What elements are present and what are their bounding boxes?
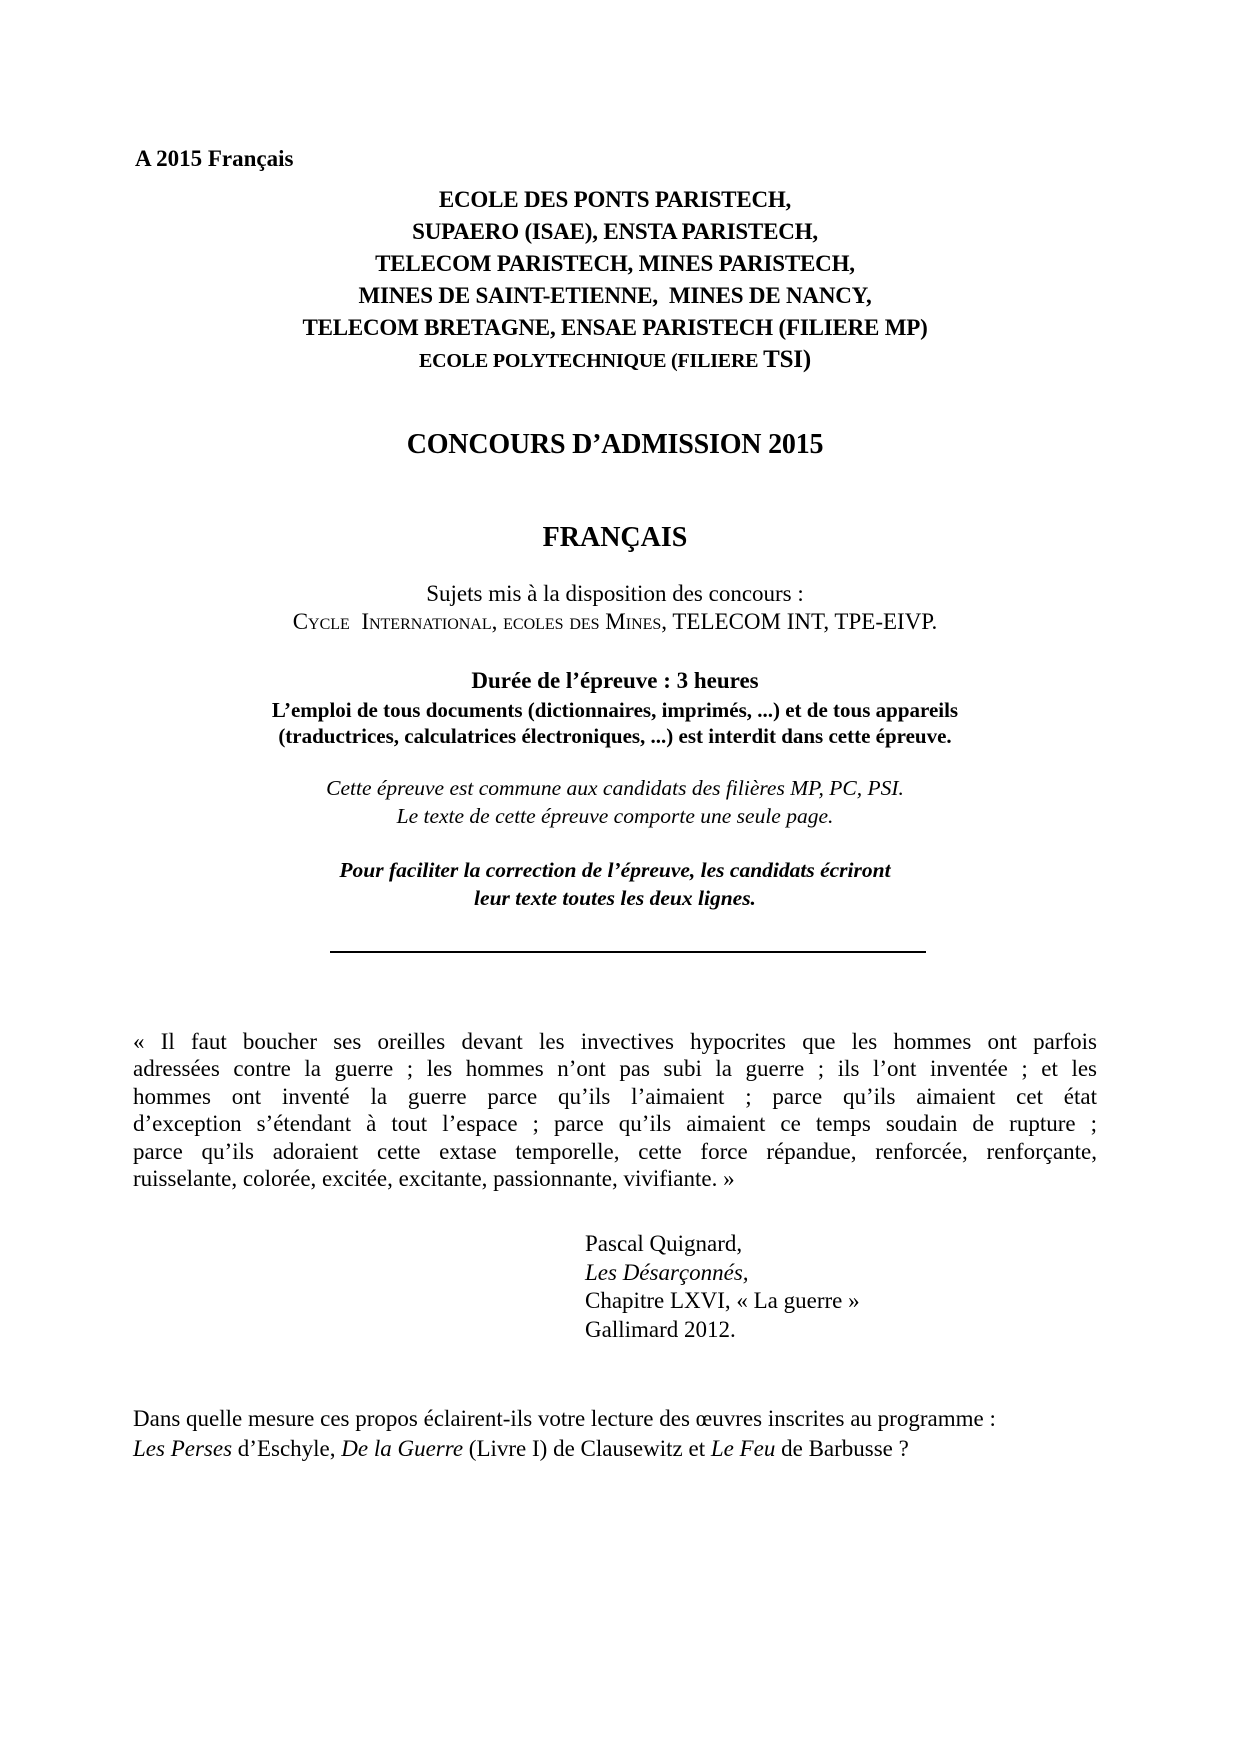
question-paragraph — [133, 1404, 1113, 1464]
school-line-6-tsi: TSI) — [763, 346, 811, 373]
attribution-publisher: Gallimard 2012. — [585, 1316, 736, 1342]
instruction-line-2: leur texte toutes les deux lignes. — [474, 886, 756, 910]
note-line-2: Le texte de cette épreuve comporte une seule page. — [396, 804, 834, 828]
notes-block — [133, 774, 1097, 830]
attribution-chapter: Chapitre LXVI, « La guerre » — [585, 1288, 860, 1314]
attribution-block — [585, 1230, 860, 1344]
question-seg-2: (Livre I) de Clausewitz et — [463, 1436, 711, 1461]
quote-line-1: « Il faut boucher ses oreilles devant les invectives hypocrites que les hommes ont parfois — [133, 1029, 1097, 1054]
attribution-author: Pascal Quignard, — [585, 1231, 743, 1256]
school-line-6 — [133, 344, 1097, 377]
school-line-6-text: ECOLE POLYTECHNIQUE (FILIERE — [419, 350, 764, 372]
exam-code: A 2015 Français — [135, 146, 294, 171]
work-title-le-feu: Le Feu — [710, 1436, 776, 1461]
schools-header — [133, 184, 1097, 377]
school-line-1: ECOLE DES PONTS PARISTECH, — [438, 187, 792, 212]
rules-line-2: (traductrices, calculatrices électroniques, ...) est interdit dans cette épreuve. — [278, 724, 952, 748]
instruction-line-1: Pour faciliter la correction de l’épreuve, les candidats écriront — [339, 858, 891, 882]
quote-line-6: ruisselante, colorée, excitée, excitante, passionnante, vivifiante. » — [133, 1166, 735, 1192]
instructions-block — [133, 856, 1097, 912]
work-title-les-perses: Les Perses — [133, 1436, 233, 1461]
quote-line-3: hommes ont inventé la guerre parce qu’ils l’aimaient ; parce qu’ils aimaient cet état — [133, 1083, 1097, 1109]
contest-title: CONCOURS D’ADMISSION 2015 — [406, 429, 824, 460]
question-line-1: Dans quelle mesure ces propos éclairent-ils votre lecture des œuvres inscrites au programme : — [133, 1406, 996, 1431]
quote-line-2: adressées contre la guerre ; les hommes n’ont pas subi la guerre ; ils l’ont inventée ; et les — [133, 1056, 1097, 1082]
duration-line: Durée de l’épreuve : 3 heures — [471, 668, 759, 693]
question-line-2 — [133, 1434, 1113, 1464]
school-line-2: SUPAERO (ISAE), ENSTA PARISTECH, — [412, 219, 818, 244]
school-line-3: TELECOM PARISTECH, MINES PARISTECH, — [375, 251, 855, 276]
quote-paragraph — [133, 1028, 1097, 1192]
subject-title: FRANÇAIS — [542, 522, 688, 553]
school-line-5: TELECOM BRETAGNE, ENSAE PARISTECH (FILIERE MP) — [302, 315, 928, 340]
quote-line-4: d’exception s’étendant à tout l’espace ; parce qu’ils aimaient ce temps soudain de rupture ; — [133, 1111, 1097, 1137]
work-title-de-la-guerre: De la Guerre — [341, 1436, 464, 1461]
rules-line-1: L’emploi de tous documents (dictionnaires, imprimés, ...) et de tous appareils — [271, 698, 959, 722]
question-seg-1: d’Eschyle, — [232, 1436, 342, 1461]
question-seg-3: de Barbusse ? — [775, 1436, 909, 1461]
sujets-intro: Sujets mis à la disposition des concours : — [426, 581, 804, 606]
note-line-1: Cette épreuve est commune aux candidats des filières MP, PC, PSI. — [326, 776, 904, 800]
horizontal-rule — [330, 951, 926, 953]
school-line-4: MINES DE SAINT-ETIENNE, MINES DE NANCY, — [358, 283, 872, 308]
attribution-work: Les Désarçonnés, — [585, 1259, 749, 1285]
rules-block — [133, 697, 1097, 749]
quote-line-5: parce qu’ils adoraient cette extase temporelle, cette force répandue, renforcée, renforçante, — [133, 1138, 1097, 1164]
sujets-list: Cycle International, ecoles des Mines, TELECOM INT, TPE-EIVP. — [292, 609, 938, 634]
